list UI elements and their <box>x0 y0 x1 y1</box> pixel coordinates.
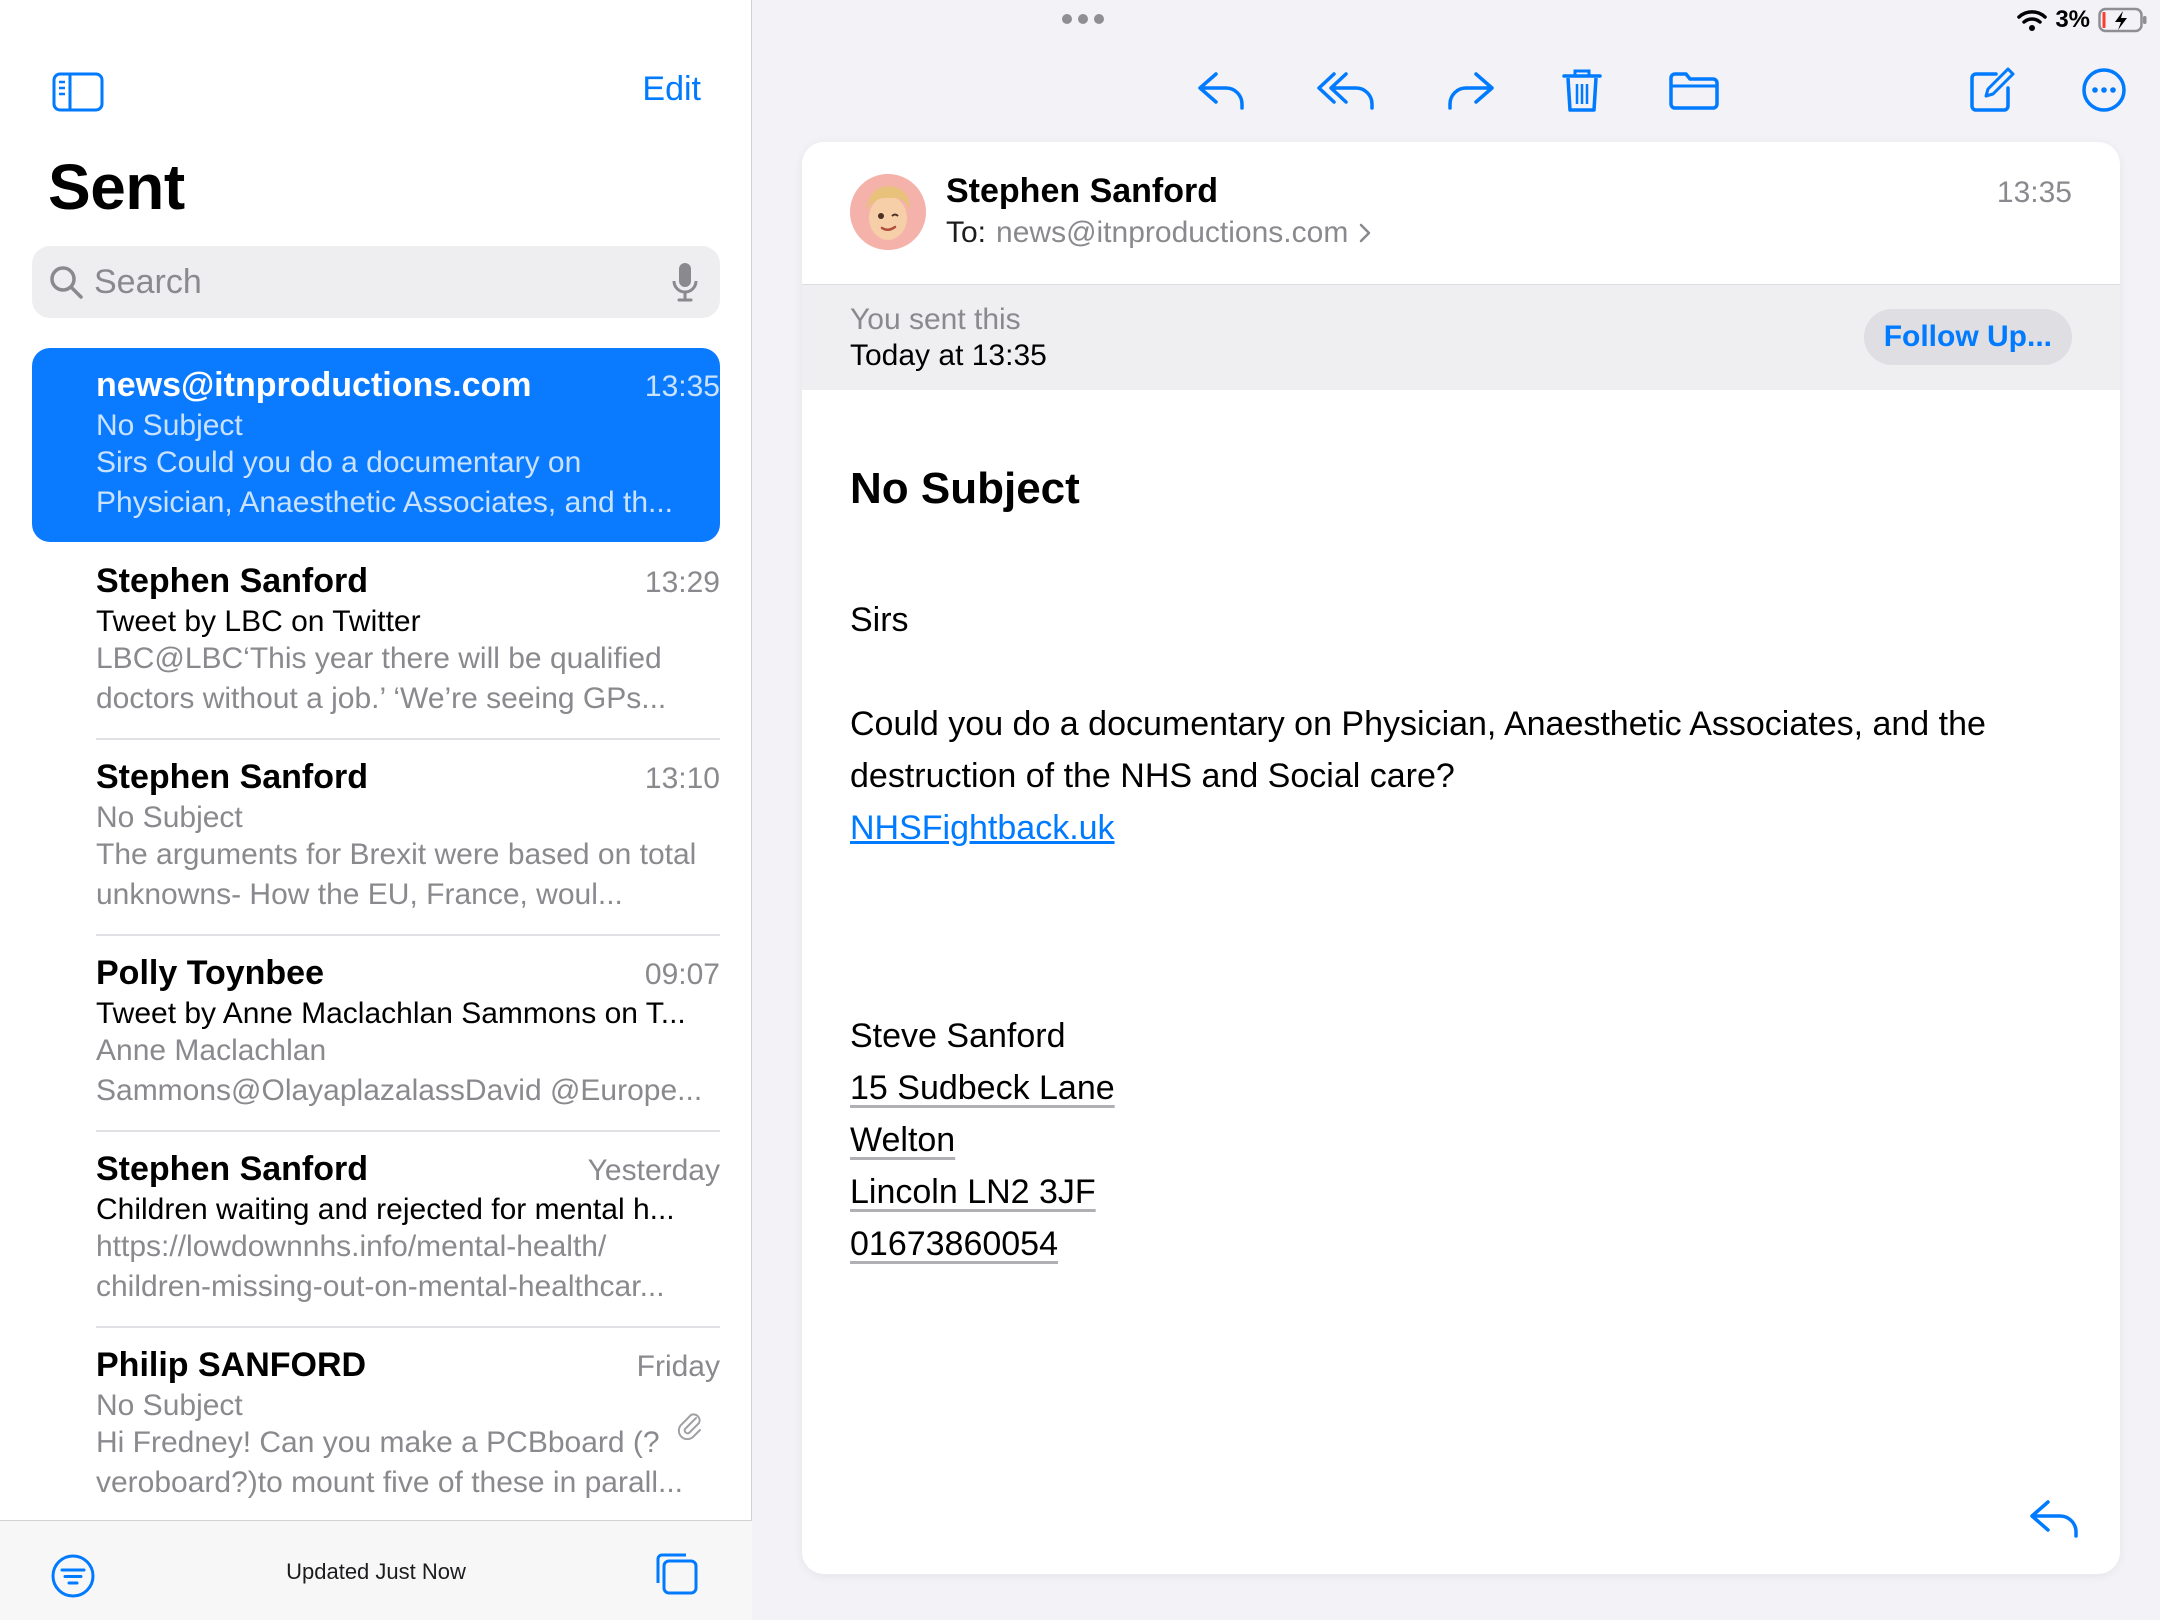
signature-city[interactable]: Lincoln LN2 3JF <box>850 1173 1096 1211</box>
sidebar-toggle-icon[interactable] <box>52 72 104 112</box>
message-list-item[interactable] <box>0 1328 752 1524</box>
message-subject: No Subject <box>96 409 243 442</box>
message-list <box>0 348 752 1524</box>
recipient-address[interactable]: news@itnproductions.com <box>996 216 1349 249</box>
signature-phone[interactable]: 01673860054 <box>850 1225 1059 1263</box>
message-list-item[interactable] <box>0 936 752 1132</box>
message-subject: No Subject <box>96 1389 243 1422</box>
search-icon <box>48 264 84 300</box>
message-subject: Tweet by LBC on Twitter <box>96 605 421 638</box>
drafts-stack-icon[interactable] <box>652 1549 700 1597</box>
memoji-avatar-icon <box>850 174 926 250</box>
search-input[interactable] <box>94 263 670 302</box>
body-link[interactable]: NHSFightback.uk <box>850 809 1115 847</box>
message-list-item[interactable] <box>0 348 752 544</box>
more-icon[interactable] <box>2078 66 2130 114</box>
forward-icon[interactable] <box>1444 66 1496 114</box>
battery-charging-icon <box>2098 7 2148 33</box>
bottom-toolbar <box>0 1520 752 1620</box>
recipient-line[interactable] <box>946 216 1372 250</box>
reply-all-icon[interactable] <box>1316 66 1378 114</box>
message-preview: LBC@LBC‘This year there will be qualified doctors without a job.’ ‘We’re seeing GPs... <box>96 642 667 715</box>
to-label: To: <box>946 216 987 249</box>
compose-icon[interactable] <box>1966 66 2018 114</box>
mailbox-pane <box>0 0 752 1620</box>
battery-percent: 3% <box>2055 6 2090 33</box>
sent-info-banner <box>802 284 2120 390</box>
message-list-item[interactable] <box>0 1132 752 1328</box>
signature-street[interactable]: 15 Sudbeck Lane <box>850 1069 1115 1107</box>
paperclip-icon <box>676 1410 702 1440</box>
wifi-icon <box>2017 9 2047 31</box>
message-sender: Polly Toynbee <box>96 954 324 992</box>
message-list-item[interactable] <box>0 740 752 936</box>
sender-avatar[interactable] <box>850 174 926 250</box>
reply-icon[interactable] <box>1196 66 1248 114</box>
message-preview: The arguments for Brexit were based on total unknowns- How the EU, France, woul... <box>96 838 697 911</box>
edit-button[interactable]: Edit <box>642 70 701 108</box>
message-subject: Tweet by Anne Maclachlan Sammons on T... <box>96 997 686 1030</box>
message-time: 13:10 <box>644 762 720 795</box>
sent-banner-title: You sent this <box>850 303 1021 336</box>
message-time: 09:07 <box>644 958 720 991</box>
message-sender: Philip SANFORD <box>96 1346 367 1384</box>
message-sender: Stephen Sanford <box>96 1150 369 1188</box>
folder-icon[interactable] <box>1668 66 1720 114</box>
message-preview: Anne Maclachlan Sammons@OlayaplazalassDavid @Europe... <box>96 1034 703 1107</box>
body-text: Could you do a documentary on Physician, Anaesthetic Associates, and the destruction of the NHS and Social care? <box>850 705 1986 795</box>
message-body <box>850 594 2090 1270</box>
reply-icon[interactable] <box>2028 1494 2082 1542</box>
message-sender: Stephen Sanford <box>96 562 369 600</box>
mailbox-title: Sent <box>48 151 185 223</box>
update-status: Updated Just Now <box>286 1559 466 1584</box>
message-time: Friday <box>636 1350 720 1383</box>
message-time: 13:35 <box>644 370 720 403</box>
body-greeting: Sirs <box>850 601 909 639</box>
signature-name: Steve Sanford <box>850 1017 1066 1055</box>
message-list-item[interactable] <box>0 544 752 740</box>
message-view <box>802 142 2120 1574</box>
sent-banner-date: Today at 13:35 <box>850 339 1047 372</box>
message-sender: Stephen Sanford <box>96 758 369 796</box>
message-time: 13:29 <box>644 566 720 599</box>
message-time: 13:35 <box>1996 176 2072 209</box>
search-bar[interactable] <box>32 246 720 318</box>
sender-name[interactable]: Stephen Sanford <box>946 172 1219 210</box>
trash-icon[interactable] <box>1556 66 1608 114</box>
message-preview: Hi Fredney! Can you make a PCBboard (? veroboard?)to mount five of these in parall... <box>96 1426 683 1499</box>
message-preview: https://lowdownnhs.info/mental-health/ children-missing-out-on-mental-healthcar... <box>96 1230 665 1303</box>
message-sender: news@itnproductions.com <box>96 366 532 404</box>
message-subject: No Subject <box>96 801 243 834</box>
message-time: Yesterday <box>587 1154 720 1187</box>
message-subject: No Subject <box>850 464 1080 513</box>
multitasking-dots-icon[interactable] <box>1062 14 1104 24</box>
message-subject: Children waiting and rejected for mental h... <box>96 1193 675 1226</box>
microphone-icon[interactable] <box>670 261 700 303</box>
chevron-right-icon <box>1358 222 1372 244</box>
status-bar-right <box>2017 6 2148 34</box>
follow-up-button[interactable]: Follow Up... <box>1864 309 2072 365</box>
message-preview: Sirs Could you do a documentary on Physician, Anaesthetic Associates, and th... <box>96 446 674 519</box>
signature-town[interactable]: Welton <box>850 1121 956 1159</box>
